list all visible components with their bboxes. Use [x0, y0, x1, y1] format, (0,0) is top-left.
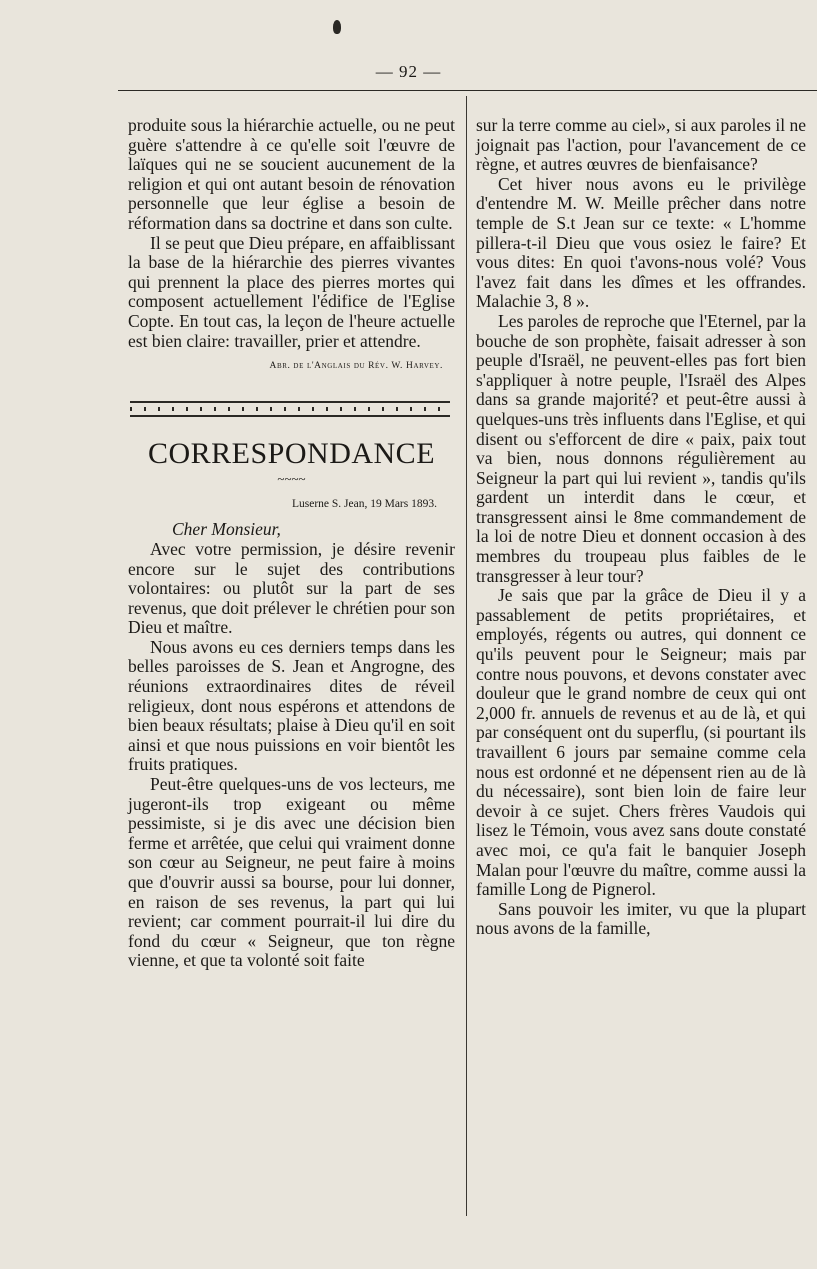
paragraph: Peut-être quelques-uns de vos lecteurs, me jugeront-ils trop exigeant ou même pessimiste, si je dis avec une décision bien ferme et arrêtée, que celui qui vraiment donne son cœur au Seigneur, ne peut faire à moins que d'ouvrir aussi sa bourse, pour lui donner, en raison de ses revenus, la part qui lui revient; car comment pourrait-il lui dire du fond du cœur « Seigneur, que ton règne vienne, et que ta volonté soit faite: [128, 774, 455, 971]
author-signature: Abr. de l'Anglais du Rév. W. Harvey.: [269, 361, 443, 372]
paragraph: Cet hiver nous avons eu le privilège d'entendre M. W. Meille prêcher dans notre temple de S.t Jean sur ce texte: « L'homme pillera-t-il Dieu que vous osiez le faire? Et vous dites: En quoi t'avons-nous volé? Vous l'avez fait dans les dîmes et les offrandes. Malachie 3, 8 ».: [476, 173, 806, 312]
paragraph: Je sais que par la grâce de Dieu il y a passablement de petits propriétaires, et employés, régents ou autres, qui donnent ce qu'ils peuvent pour le Seigneur; mais par contre nous pouvons, et devons constater avec douleur que le grand nombre de ceux qui ont 2,000 fr. annuels de revenus et au de là, et qui par conséquent ont du superflu, (si pourtant ils travaillent 6 jours par semaine comme cela nous est ordonné et ne dépensent rien au de là du nécessaire), sont bien loin de faire leur devoir à ce sujet. Chers frères Vaudois qui lisez le Témoin, vous avez sans doute constaté avec moi, ce qu'a fait le banquier Joseph Malan pour l'œuvre du maître, comme aussi la famille Long de Pignerol.: [476, 585, 806, 900]
letter-salutation: Cher Monsieur,: [172, 519, 281, 540]
paragraph: sur la terre comme au ciel», si aux paroles il ne joignait pas l'action, pour l'avancement de ce règne, et autres œuvres de bienfaisance?: [476, 115, 806, 175]
paragraph: Il se peut que Dieu prépare, en affaiblissant la base de la hiérarchie des pierres vivantes qui prennent la place des pierres mortes qui composent actuellement l'édifice de l'Eglise Copte. En tout cas, la leçon de l'heure actuelle est bien claire: travailler, prier et attendre.: [128, 232, 455, 351]
ink-blot: [333, 20, 341, 34]
right-column: [476, 116, 806, 939]
paragraph: Nous avons eu ces derniers temps dans les belles paroisses de S. Jean et Angrogne, des réunions extraordinaires dites de réveil religieux, dont nous espérons et attendons de bien beaux résultats; plaise à Dieu qu'il en soit ainsi et que nous puissions en voir bientôt les fruits pratiques.: [128, 636, 455, 775]
paragraph: Sans pouvoir les imiter, vu que la plupart nous avons de la famille,: [476, 898, 806, 939]
paragraph: produite sous la hiérarchie actuelle, ou ne peut guère s'attendre à ce qu'elle soit l'œuvre de laïques qui ne se soucient aucunement de la religion et qui ont autant besoin de rénovation personnelle que leur église a besoin de réformation dans sa doctrine et dans son culte.: [128, 115, 455, 233]
ornamental-divider: [130, 401, 450, 417]
column-divider: [466, 96, 467, 1216]
letter-dateline: Luserne S. Jean, 19 Mars 1893.: [291, 497, 437, 510]
paragraph: Les paroles de reproche que l'Eternel, par la bouche de son prophète, faisait adresser à son peuple d'Israël, ne peuvent-elles pas fort bien s'appliquer à notre peuple, l'Israël des Alpes dans sa grande majorité? et peut-être aussi à quelques-uns très influents dans l'Eglise, et qui disent ou s'efforcent de dire « paix, paix tout va bien, nous donnons régulièrement au Seigneur la part qui lui revient », tandis qu'ils gardent un interdit dans le cœur, et transgressent ainsi le 8me commandement de la loi de notre Dieu et donnent occasion à des membres du troupeau plus faibles de le transgresser à leur tour?: [476, 310, 806, 586]
header-rule: [118, 90, 817, 91]
paragraph: Avec votre permission, je désire revenir encore sur le sujet des contributions volontaires: ou plutôt sur la part de ses revenus, que doit prélever le chrétien pour son Dieu et maître.: [128, 538, 455, 638]
swash-ornament: ~~~~: [277, 470, 306, 486]
left-column: [128, 116, 455, 971]
page-number: — 92 —: [375, 62, 442, 81]
section-heading: CORRESPONDANCE: [147, 436, 436, 470]
